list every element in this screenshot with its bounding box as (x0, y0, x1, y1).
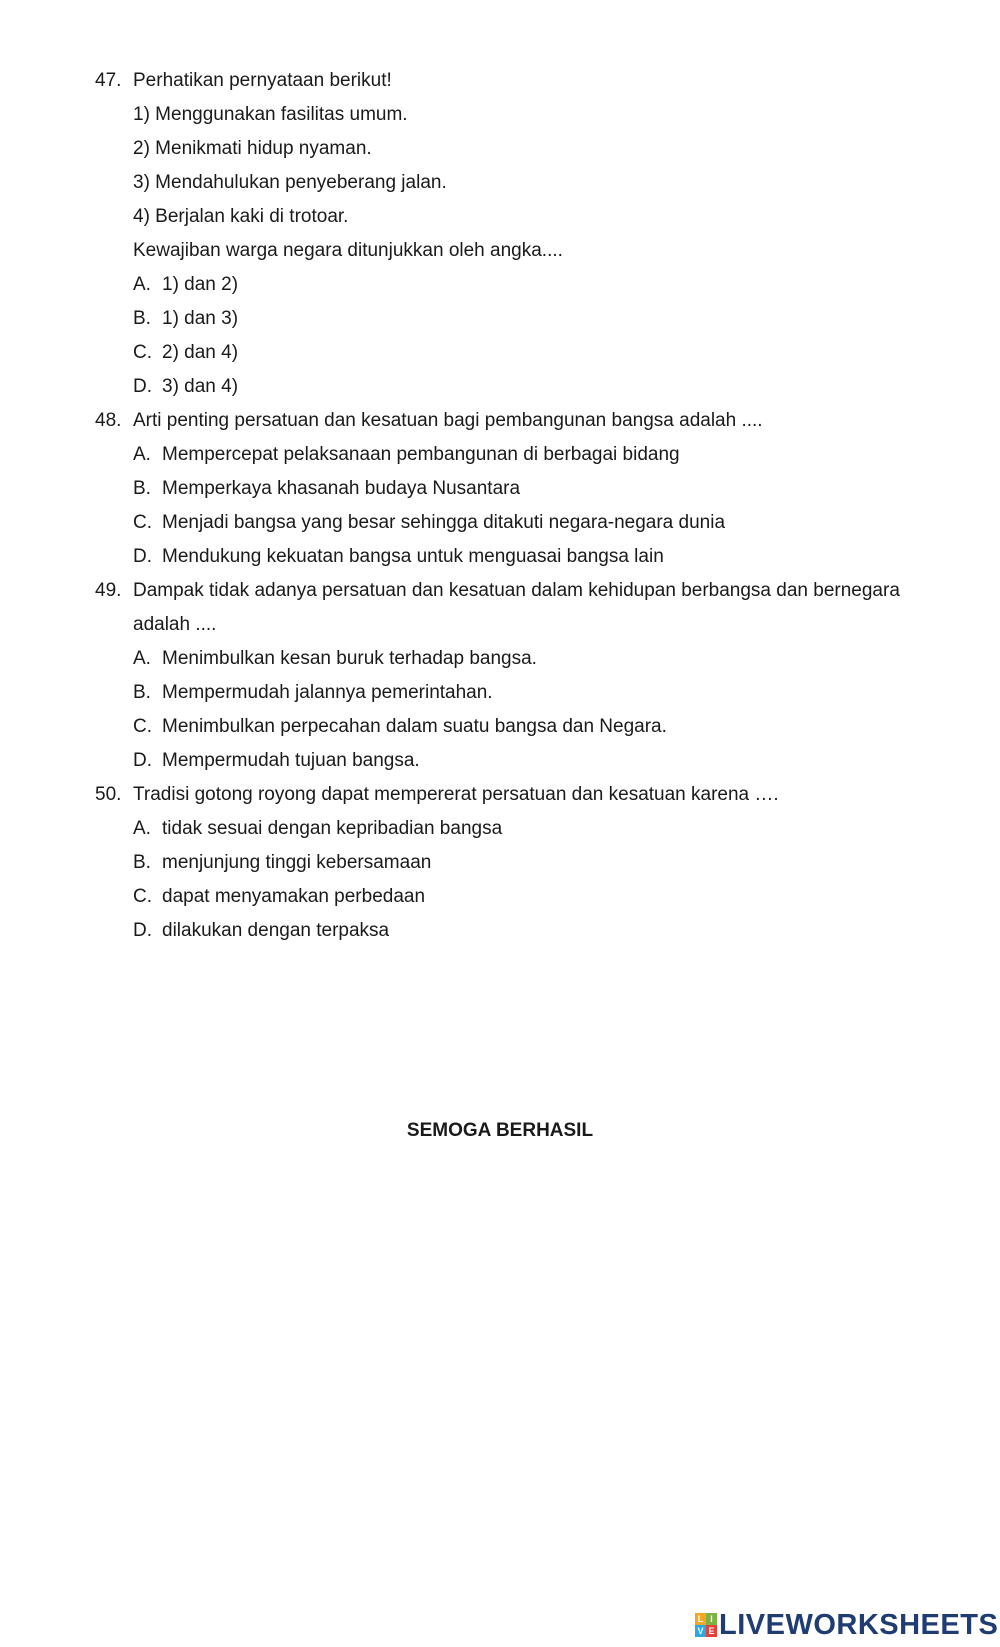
option-letter: A. (133, 444, 151, 465)
option-letter: C. (133, 512, 152, 533)
option-text: 1) dan 2) (162, 274, 239, 295)
question-prompt: Kewajiban warga negara ditunjukkan oleh angka.... (133, 240, 563, 261)
option-letter: D. (133, 546, 152, 567)
logo-mark-letter: I (706, 1613, 717, 1625)
question-stem-continued: adalah .... (133, 614, 217, 635)
question-stem: Dampak tidak adanya persatuan dan kesatuan dalam kehidupan berbangsa dan bernegara (133, 580, 900, 601)
option-letter: D. (133, 376, 152, 397)
option-text: Menimbulkan kesan buruk terhadap bangsa. (162, 648, 537, 669)
option-text: Memperkaya khasanah budaya Nusantara (162, 478, 521, 499)
logo-mark-icon (695, 1613, 717, 1637)
option-text: 2) dan 4) (162, 342, 239, 363)
option-text: 3) dan 4) (162, 376, 239, 397)
option-text: Mempercepat pelaksanaan pembangunan di berbagai bidang (162, 444, 680, 465)
option-letter: B. (133, 852, 151, 873)
option-letter: C. (133, 342, 152, 363)
statement: 2) Menikmati hidup nyaman. (133, 138, 372, 159)
option-letter: A. (133, 648, 151, 669)
question-stem: Tradisi gotong royong dapat mempererat persatuan dan kesatuan karena …. (133, 784, 779, 805)
option-text: Mempermudah jalannya pemerintahan. (162, 682, 493, 703)
logo-mark-letter: E (706, 1625, 717, 1637)
question-stem: Arti penting persatuan dan kesatuan bagi pembangunan bangsa adalah .... (133, 410, 763, 431)
option-letter: D. (133, 750, 152, 771)
statement: 4) Berjalan kaki di trotoar. (133, 206, 349, 227)
option-letter: D. (133, 920, 152, 941)
option-text: Mendukung kekuatan bangsa untuk menguasai bangsa lain (162, 546, 664, 567)
question-number: 49. (95, 580, 122, 601)
option-letter: A. (133, 818, 151, 839)
statement: 3) Mendahulukan penyeberang jalan. (133, 172, 447, 193)
option-letter: B. (133, 308, 151, 329)
option-letter: C. (133, 716, 152, 737)
option-text: 1) dan 3) (162, 308, 239, 329)
option-text: Mempermudah tujuan bangsa. (162, 750, 420, 771)
option-letter: A. (133, 274, 151, 295)
closing-title: SEMOGA BERHASIL (406, 1120, 594, 1141)
liveworksheets-logo[interactable] (695, 1610, 998, 1640)
option-text: Menjadi bangsa yang besar sehingga ditakuti negara-negara dunia (162, 512, 726, 533)
option-letter: B. (133, 682, 151, 703)
option-text: menjunjung tinggi kebersamaan (162, 852, 432, 873)
option-letter: B. (133, 478, 151, 499)
question-number: 47. (95, 70, 122, 91)
option-letter: C. (133, 886, 152, 907)
statement: 1) Menggunakan fasilitas umum. (133, 104, 408, 125)
option-text: dapat menyamakan perbedaan (162, 886, 426, 907)
question-number: 48. (95, 410, 122, 431)
question-number: 50. (95, 784, 122, 805)
logo-text: LIVEWORKSHEETS (719, 1609, 999, 1641)
logo-mark-letter: L (695, 1613, 706, 1625)
option-text: Menimbulkan perpecahan dalam suatu bangsa dan Negara. (162, 716, 667, 737)
option-text: tidak sesuai dengan kepribadian bangsa (162, 818, 503, 839)
logo-mark-letter: V (695, 1625, 706, 1637)
question-stem: Perhatikan pernyataan berikut! (133, 70, 392, 91)
option-text: dilakukan dengan terpaksa (162, 920, 390, 941)
